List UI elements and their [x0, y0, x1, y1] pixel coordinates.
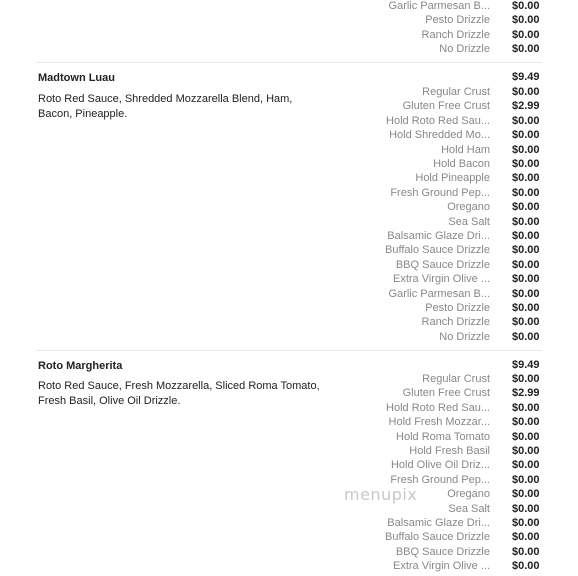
option-label: Regular Crust [422, 373, 490, 385]
option-label: Oregano [447, 201, 490, 214]
option-price: $0.00 [512, 416, 540, 429]
option-price: $0.00 [512, 545, 540, 558]
option-label: Pesto Drizzle [425, 302, 490, 314]
option-row [0, 288, 578, 302]
option-label: Buffalo Sauce Drizzle [385, 531, 490, 544]
option-price: $0.00 [512, 502, 540, 515]
option-row [0, 187, 578, 201]
option-label: Fresh Ground Pep... [390, 186, 490, 199]
option-price: $0.00 [512, 473, 540, 486]
option-price: $0.00 [512, 401, 540, 414]
option-label: Hold Fresh Basil [409, 445, 490, 457]
option-row [0, 560, 578, 574]
option-row [0, 86, 578, 100]
option-label: Balsamic Glaze Dri... [387, 230, 490, 242]
option-price: $0.00 [512, 560, 540, 573]
option-price: $0.00 [512, 445, 540, 457]
option-label: BBQ Sauce Drizzle [395, 545, 490, 558]
option-row [0, 14, 578, 28]
option-price: $0.00 [512, 86, 540, 98]
option-price: $0.00 [512, 330, 540, 343]
option-label: Sea Salt [448, 502, 490, 515]
option-row [0, 144, 578, 158]
option-price: $0.00 [512, 316, 540, 329]
option-label: Gluten Free Crust [402, 100, 490, 113]
option-label: Extra Virgin Olive ... [393, 273, 490, 286]
option-label: Extra Virgin Olive ... [393, 560, 490, 573]
option-label: Oregano [447, 488, 490, 501]
option-row [0, 459, 578, 473]
option-row [0, 445, 578, 459]
option-label: Garlic Parmesan B... [388, 287, 490, 300]
item-price: $9.49 [512, 359, 540, 371]
option-price: $0.00 [512, 244, 540, 257]
option-price: $0.00 [512, 459, 540, 472]
option-label: Ranch Drizzle [421, 316, 490, 329]
divider [36, 62, 542, 63]
option-row [0, 0, 578, 14]
option-row [0, 387, 578, 401]
option-label: Balsamic Glaze Dri... [387, 517, 490, 529]
option-row [0, 201, 578, 215]
option-row [0, 416, 578, 430]
option-label: Hold Roma Tomato [396, 430, 490, 443]
option-row [0, 230, 578, 244]
watermark-logo: menupix [344, 485, 418, 504]
option-price: $0.00 [512, 273, 540, 286]
option-price: $0.00 [512, 531, 540, 544]
option-row [0, 373, 578, 387]
option-row [0, 273, 578, 287]
option-label: Buffalo Sauce Drizzle [385, 244, 490, 257]
option-row [0, 331, 578, 345]
option-price: $0.00 [512, 373, 540, 385]
option-price: $0.00 [512, 302, 540, 314]
option-row [0, 503, 578, 517]
divider [36, 350, 542, 351]
option-row [0, 115, 578, 129]
option-row [0, 129, 578, 143]
option-label: Garlic Parmesan B... [388, 0, 490, 12]
item-price: $9.49 [512, 71, 540, 83]
option-row [0, 216, 578, 230]
option-row [0, 244, 578, 258]
option-price: $0.00 [512, 230, 540, 242]
option-row [0, 474, 578, 488]
option-label: No Drizzle [439, 43, 490, 56]
option-label: No Drizzle [439, 330, 490, 343]
option-label: Hold Roto Red Sau... [386, 114, 490, 127]
option-row [0, 531, 578, 545]
option-price: $2.99 [512, 100, 540, 113]
option-label: Ranch Drizzle [421, 28, 490, 41]
option-price: $0.00 [512, 215, 540, 228]
option-price: $0.00 [512, 517, 540, 529]
item-description: Roto Red Sauce, Fresh Mozzarella, Sliced Roma Tomato, Fresh Basil, Olive Oil Drizzle. [38, 380, 320, 407]
option-price: $0.00 [512, 114, 540, 127]
option-price: $0.00 [512, 186, 540, 199]
option-row [0, 316, 578, 330]
option-row [0, 100, 578, 114]
option-row [0, 402, 578, 416]
option-price: $0.00 [512, 43, 540, 56]
option-row [0, 29, 578, 43]
option-label: Sea Salt [448, 215, 490, 228]
option-price: $0.00 [512, 287, 540, 300]
option-row [0, 158, 578, 172]
option-row [0, 488, 578, 502]
option-price: $0.00 [512, 201, 540, 214]
option-row [0, 43, 578, 57]
option-label: Hold Fresh Mozzar... [388, 416, 490, 429]
item-name: Roto Margherita [38, 360, 123, 372]
option-price: $0.00 [512, 172, 540, 185]
option-price: $0.00 [512, 143, 540, 156]
option-row [0, 431, 578, 445]
option-row [0, 259, 578, 273]
option-price: $0.00 [512, 488, 540, 501]
option-price: $0.00 [512, 258, 540, 271]
option-label: BBQ Sauce Drizzle [395, 258, 490, 271]
option-label: Pesto Drizzle [425, 14, 490, 27]
option-price: $0.00 [512, 28, 540, 41]
option-label: Hold Ham [441, 143, 490, 156]
option-label: Hold Roto Red Sau... [386, 401, 490, 414]
option-price: $0.00 [512, 0, 540, 12]
option-label: Fresh Ground Pep... [390, 473, 490, 486]
option-price: $0.00 [512, 14, 540, 27]
option-row [0, 517, 578, 531]
option-row [0, 172, 578, 186]
option-label: Hold Shredded Mo... [389, 129, 490, 142]
option-label: Hold Pineapple [415, 172, 490, 185]
option-price: $0.00 [512, 158, 540, 170]
option-label: Regular Crust [422, 86, 490, 98]
item-description: Roto Red Sauce, Shredded Mozzarella Blend, Ham, Bacon, Pineapple. [38, 93, 293, 120]
option-price: $0.00 [512, 129, 540, 142]
option-row [0, 302, 578, 316]
option-row [0, 546, 578, 560]
item-name: Madtown Luau [38, 72, 115, 84]
option-label: Gluten Free Crust [402, 387, 490, 400]
option-price: $0.00 [512, 430, 540, 443]
option-price: $2.99 [512, 387, 540, 400]
option-label: Hold Olive Oil Driz... [390, 459, 490, 472]
option-label: Hold Bacon [433, 158, 490, 170]
